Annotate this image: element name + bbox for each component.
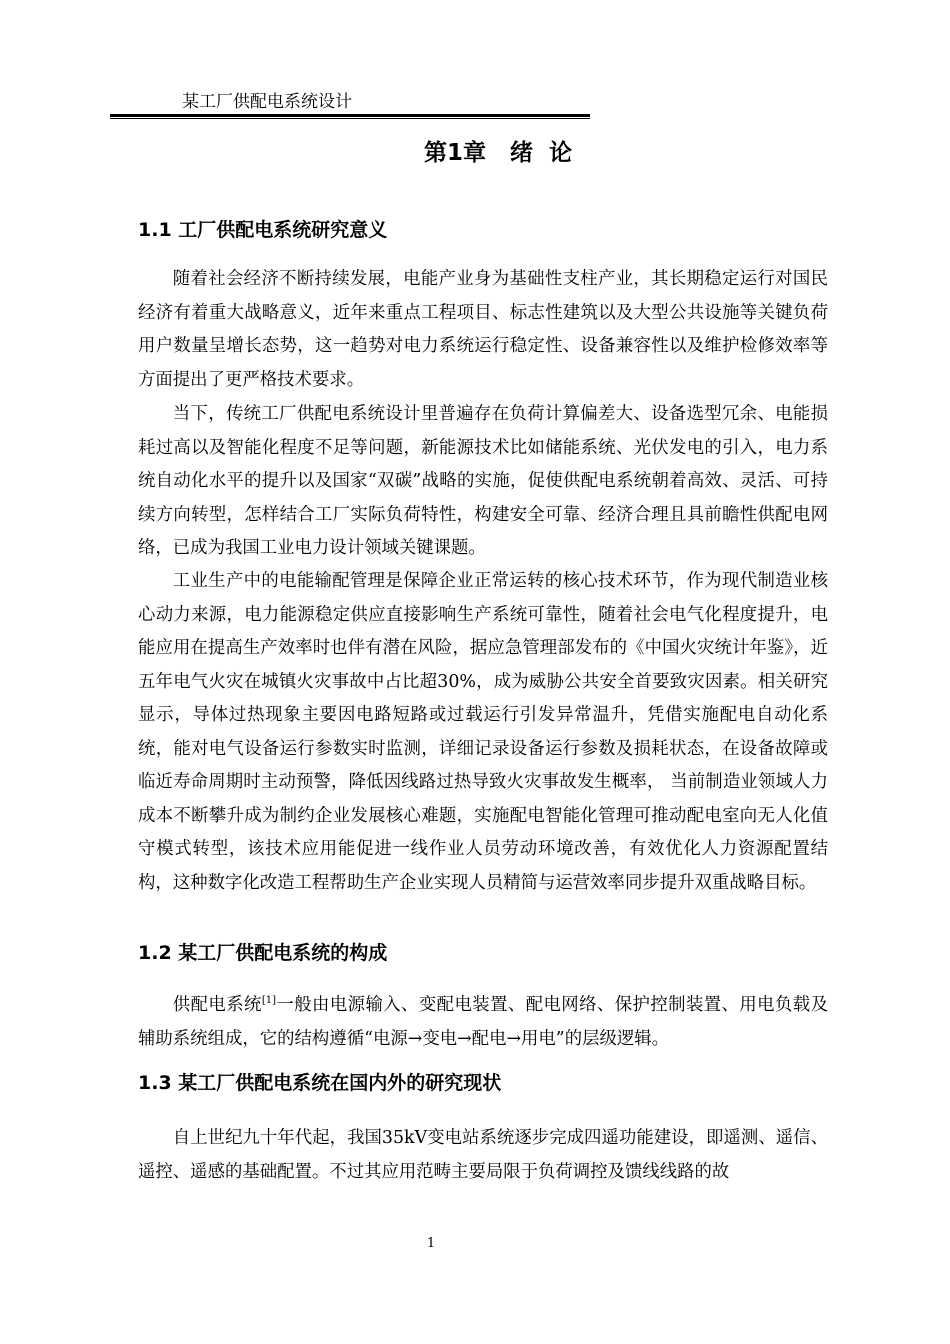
section-heading-1-1: 1.1 工厂供配电系统研究意义: [138, 219, 388, 241]
section-heading-1-3: 1.3 某工厂供配电系统在国内外的研究现状: [138, 1072, 502, 1094]
paragraph-1-1-b: 当下，传统工厂供配电系统设计里普遍存在负荷计算偏差大、设备选型冗余、电能损耗过高以及智能化程度不足等问题，新能源技术比如储能系统、光伏发电的引入，电力系统自动化水平的提升以及国家“双碳”战略的实施，促使供配电系统朝着高效、灵活、可持续方向转型，怎样结合工厂实际负荷特性，构建安全可靠、经济合理且具前瞻性供配电网络，已成为我国工业电力设计领域关键课题。: [138, 404, 828, 558]
paragraph-1-3-a: 自上世纪九十年代起，我国35kV变电站系统逐步完成四遥功能建设，即遥测、遥信、遥控、遥感的基础配置。不过其应用范畴主要局限于负荷调控及馈线线路的故: [138, 1128, 828, 1182]
paragraph-1-2-body: 一般由电源输入、变配电装置、配电网络、保护控制装置、用电负载及辅助系统组成，它的结构遵循“电源→变电→配电→用电”的层级逻辑。: [138, 995, 828, 1049]
citation-reference: [1]: [261, 995, 276, 1007]
paragraph-1-2-lead: 供配电系统: [172, 995, 262, 1015]
running-header-title: 某工厂供配电系统设计: [182, 92, 352, 112]
paragraph-1-1-a: 随着社会经济不断持续发展，电能产业身为基础性支柱产业，其长期稳定运行对国民经济有着重大战略意义，近年来重点工程项目、标志性建筑以及大型公共设施等关键负荷用户数量呈增长态势，这一趋势对电力系统运行稳定性、设备兼容性以及维护检修效率等方面提出了更严格技术要求。: [138, 269, 828, 390]
paragraph-1-2: [138, 989, 828, 1056]
section-heading-1-2: 1.2 某工厂供配电系统的构成: [138, 942, 388, 964]
chapter-title: 第1章 绪 论: [423, 140, 573, 166]
header-rule: [110, 114, 590, 119]
page-number: 1: [426, 1236, 436, 1251]
paragraph-1-1-c: 工业生产中的电能输配管理是保障企业正常运转的核心技术环节，作为现代制造业核心动力来源，电力能源稳定供应直接影响生产系统可靠性，随着社会电气化程度提升，电能应用在提高生产效率时也伴有潜在风险，据应急管理部发布的《中国火灾统计年鉴》，近五年电气火灾在城镇火灾事故中占比超30%，成为威胁公共安全首要致灾因素。相关研究显示，导体过热现象主要因电路短路或过载运行引发异常温升，凭借实施配电自动化系统，能对电气设备运行参数实时监测，详细记录设备运行参数及损耗状态，在设备故障或临近寿命周期时主动预警，降低因线路过热导致火灾事故发生概率， 当前制造业领域人力成本不断攀升成为制约企业发展核心难题，实施配电智能化管理可推动配电室向无人化值守模式转型，该技术应用能促进一线作业人员劳动环境改善，有效优化人力资源配置结构，这种数字化改造工程帮助生产企业实现人员精简与运营效率同步提升双重战略目标。: [138, 571, 828, 893]
